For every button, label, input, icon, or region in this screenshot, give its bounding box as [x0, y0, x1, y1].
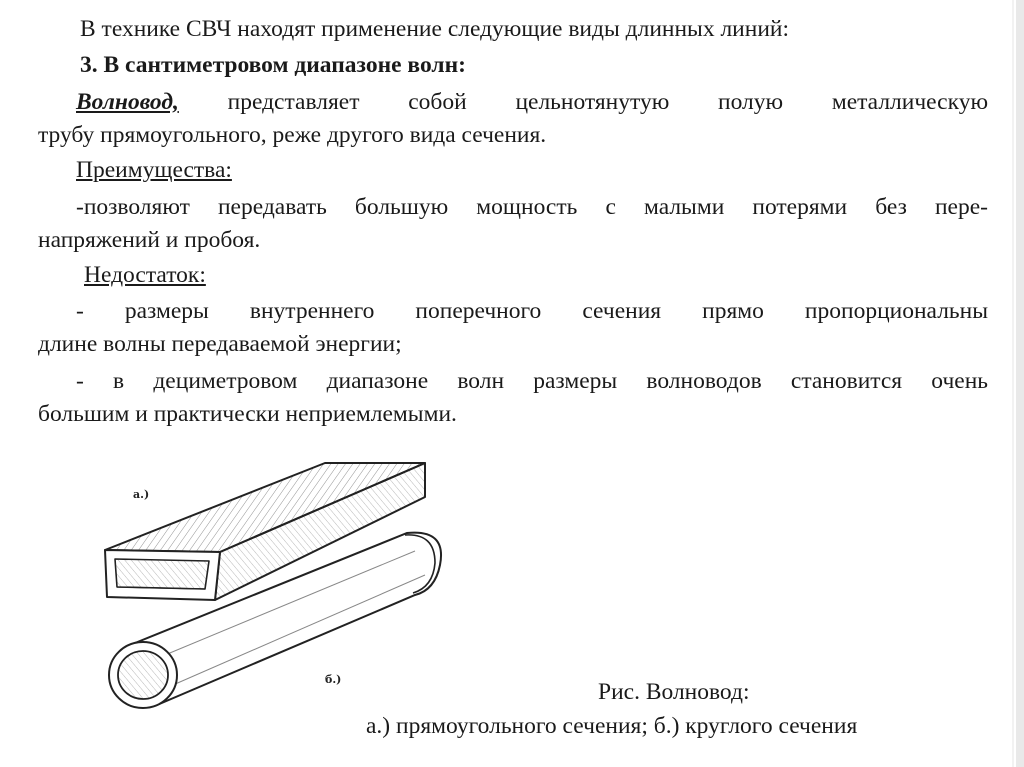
slide-edge-line — [1012, 0, 1014, 767]
figure-label-b: б.) — [325, 673, 342, 686]
disadvantage-2-line-2: большим и практически неприемлемыми. — [38, 401, 457, 427]
definition-line-1 — [76, 87, 988, 117]
definition-rest: представляет собой цельнотянутую полую металлическую — [227, 89, 989, 115]
intro-line: В технике СВЧ находят применение следующие виды длинных линий: — [80, 16, 790, 42]
advantage-text: -позволяют передавать большую мощность с малыми потерями без пере- — [76, 194, 988, 220]
waveguide-illustration — [95, 455, 475, 720]
figure-caption-desc: а.) прямоугольного сечения; б.) круглого сечения — [366, 713, 858, 739]
advantage-line-2: напряжений и пробоя. — [38, 227, 261, 253]
disadvantage-2-text: - в дециметровом диапазоне волн размеры волноводов становится очень — [76, 368, 988, 394]
advantage-line-1 — [76, 192, 988, 222]
figure-caption-title: Рис. Волновод: — [598, 679, 750, 705]
disadvantage-2-line-1 — [76, 366, 988, 396]
section-heading: 3. В сантиметровом диапазоне волн: — [80, 52, 466, 78]
figure-label-a: а.) — [133, 488, 150, 501]
disadvantage-1-text: - размеры внутреннего поперечного сечения прямо пропорциональны — [76, 298, 988, 324]
slide-edge-bar — [1016, 0, 1024, 767]
disadvantage-1-line-1 — [76, 296, 988, 326]
definition-line-2: трубу прямоугольного, реже другого вида сечения. — [38, 122, 547, 148]
disadvantage-title: Недостаток: — [84, 262, 206, 288]
term-waveguide: Волновод, — [76, 89, 179, 115]
advantages-title: Преимущества: — [76, 157, 232, 183]
disadvantage-1-line-2: длине волны передаваемой энергии; — [38, 331, 402, 357]
waveguide-drawing — [95, 455, 475, 720]
